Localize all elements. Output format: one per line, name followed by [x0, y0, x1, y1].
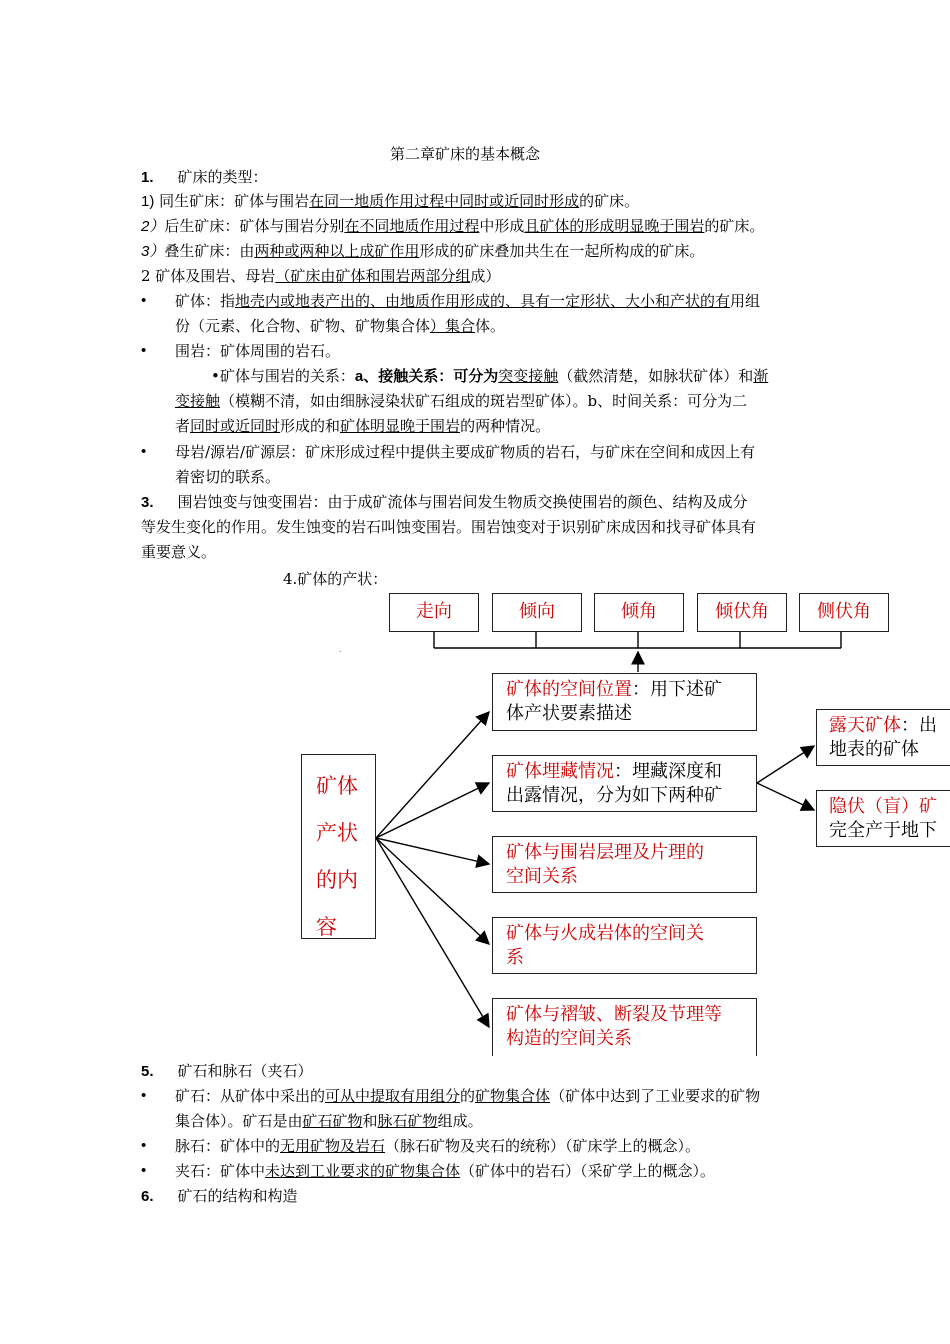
list-item: [175, 1085, 760, 1107]
bullet: •: [141, 443, 147, 460]
text: 中形成: [479, 217, 525, 235]
text: 的两种情况。: [460, 417, 551, 435]
diagram-box-spatial-position: [492, 673, 757, 731]
underlined-text: 且矿体的形成明显晚于围岩: [524, 217, 705, 235]
section-5-heading: [141, 1060, 313, 1083]
text: ：埋藏深度和: [614, 761, 722, 782]
diagram-box-igneous: [492, 917, 757, 974]
bullet: •: [141, 1137, 147, 1154]
list-item: [175, 1135, 700, 1157]
text: 成）: [470, 267, 501, 285]
text: ：用下述矿: [632, 679, 722, 700]
section-number: 1.: [141, 169, 154, 186]
text: （矿体中的岩石）（采矿学上的概念）。: [460, 1162, 716, 1180]
text: 后生矿床：矿体与围岩分别: [164, 217, 345, 235]
section-number: 5.: [141, 1063, 154, 1080]
text: 的: [460, 1087, 476, 1105]
text: 构造的空间关系: [506, 1028, 632, 1049]
text: 系: [506, 947, 524, 968]
list-item-continued: [175, 1110, 483, 1132]
bullet: •: [141, 292, 147, 309]
text: 矿体的空间位置: [506, 679, 632, 700]
underlined-text: 渐: [753, 367, 769, 385]
section-label: 矿石的结构和构造: [177, 1187, 298, 1205]
list-item: 围岩：矿体周围的岩石。: [175, 342, 341, 360]
list-item-continued: 着密切的联系。: [175, 468, 281, 486]
diagram-box-plunge: 倾伏角: [697, 593, 787, 632]
text: 脉石：矿体中的: [175, 1137, 281, 1155]
page-title: 第二章矿床的基本概念: [390, 145, 541, 163]
text: 体产状要素描述: [506, 703, 632, 724]
bullet: •: [141, 342, 147, 359]
text: （矿体中达到了工业要求的矿物: [550, 1087, 761, 1105]
text: 矿体与褶皱、断裂及节理等: [506, 1004, 722, 1025]
text: 矿体与火成岩体的空间关: [506, 923, 704, 944]
section-3-line-3: 重要意义。: [141, 543, 217, 561]
text: 出露情况，分为如下两种矿: [506, 785, 722, 806]
text: 集合体）。矿石是由: [175, 1112, 303, 1130]
text: 夹石：矿体中: [175, 1162, 266, 1180]
list-index: 1): [141, 193, 155, 210]
underlined-text: 未达到工业要求的矿物集合体: [265, 1162, 461, 1180]
dot-mark: .: [339, 645, 342, 654]
text: 围岩蚀变与蚀变围岩：由于成矿流体与围岩间发生物质交换使围岩的颜色、结构及成分: [177, 493, 748, 511]
text: 者: [175, 417, 191, 435]
diagram-box-bedding: [492, 836, 757, 893]
section-4-heading: 4.矿体的产状：: [283, 570, 388, 588]
underlined-text: 矿石矿物: [302, 1112, 363, 1130]
underlined-text: 脉石矿物: [377, 1112, 438, 1130]
underlined-text: 在不同地质作用过程: [344, 217, 480, 235]
text: 2 矿体及围岩、母岩: [141, 267, 276, 285]
text: 矿体埋藏情况: [506, 761, 614, 782]
diagram-box-dip-angle: 倾角: [594, 593, 684, 632]
diagram-box-burial: [492, 755, 757, 812]
text: 露天矿体: [829, 715, 901, 736]
bullet: •: [141, 1087, 147, 1104]
underlined-text: 两种或两种以上成矿作用: [254, 242, 420, 260]
text: （脉石矿物及夹石的统称）（矿床学上的概念）。: [385, 1137, 701, 1155]
text: 矿体与围岩层理及片理的: [506, 842, 704, 863]
text: 和: [362, 1112, 378, 1130]
text: b、时间关系：可分为二: [587, 392, 748, 410]
text: 形成的矿床叠加共生在一起所构成的矿床。: [419, 242, 705, 260]
text: 完全产于地下: [829, 820, 937, 841]
text: （截然清楚，如脉状矿体）和: [558, 367, 754, 385]
underlined-text: 同时或近同时: [190, 417, 281, 435]
section-6-heading: [141, 1185, 298, 1208]
underlined-text: 可从中提取有用组分: [325, 1087, 461, 1105]
text: 隐伏（盲）矿: [829, 796, 937, 817]
text: 地表的矿体: [829, 739, 919, 760]
diagram-box-concealed: [816, 790, 950, 847]
underlined-text: 突变接触: [498, 367, 559, 385]
text: 叠生矿床：由: [164, 242, 255, 260]
text: 的矿床。: [704, 217, 765, 235]
section-number: 3.: [141, 494, 154, 511]
diagram-box-structure: [492, 998, 757, 1056]
section-3-line-2: 等发生变化的作用。发生蚀变的岩石叫蚀变围岩。围岩蚀变对于识别矿床成因和找寻矿体具有: [141, 518, 757, 536]
text: •矿体与围岩的关系：: [211, 367, 355, 385]
text: 形成的和: [280, 417, 341, 435]
list-item: [175, 1160, 715, 1182]
underlined-text: 无用矿物及岩石: [280, 1137, 386, 1155]
main-box-line: 容: [316, 915, 337, 939]
text: 的矿床。: [579, 192, 640, 210]
section-label: 矿床的类型：: [177, 168, 268, 186]
text: 空间关系: [506, 866, 578, 887]
underlined-text: 矿物集合体: [475, 1087, 551, 1105]
diagram-box-exposed: [816, 709, 950, 766]
text: 组成。: [437, 1112, 483, 1130]
diagram-box-dip-direction: 倾向: [492, 593, 582, 632]
list-index: 3）: [141, 243, 165, 260]
diagram-box-strike: 走向: [389, 593, 479, 632]
text: 体。: [475, 317, 506, 335]
diagram-box-pitch: 侧伏角: [799, 593, 889, 632]
underlined-text: 变接触: [175, 392, 221, 410]
main-box-line: 矿体: [316, 774, 358, 798]
bullet: •: [141, 1162, 147, 1179]
list-index: 2）: [141, 218, 165, 235]
underlined-text: 地壳内或地表产出的、由地质作用形成的、具有一定形状、大小和产状的有: [235, 292, 731, 310]
text: （模糊不清，如由细脉浸染状矿石组成的斑岩型矿体）。: [220, 392, 588, 410]
section-label: 矿石和脉石（夹石）: [177, 1062, 313, 1080]
underlined-text: 矿体明显晚于围岩: [340, 417, 461, 435]
text: 矿体：指: [175, 292, 236, 310]
main-box-line: 的内: [316, 868, 358, 892]
underlined-text: ）集合: [430, 317, 476, 335]
text: 矿石：从矿体中采出的: [175, 1087, 326, 1105]
text: 份（元素、化合物、矿物、矿物集合体: [175, 317, 431, 335]
list-item: 母岩/源岩/矿源层：矿床形成过程中提供主要成矿物质的岩石，与矿床在空间和成因上有: [175, 443, 756, 461]
underlined-text: 在同一地质作用过程中同时或近同时形成: [309, 192, 580, 210]
main-box-line: 产状: [316, 821, 358, 845]
underlined-text: （矿床由矿体和围岩两部分组: [275, 267, 471, 285]
section-number: 6.: [141, 1188, 154, 1205]
diagram-main-box: [301, 754, 376, 939]
text: 用组: [730, 292, 761, 310]
text: 同生矿床：矿体与围岩: [159, 192, 310, 210]
text: ：出: [901, 715, 937, 736]
text: a、接触关系：可分为: [354, 368, 499, 385]
